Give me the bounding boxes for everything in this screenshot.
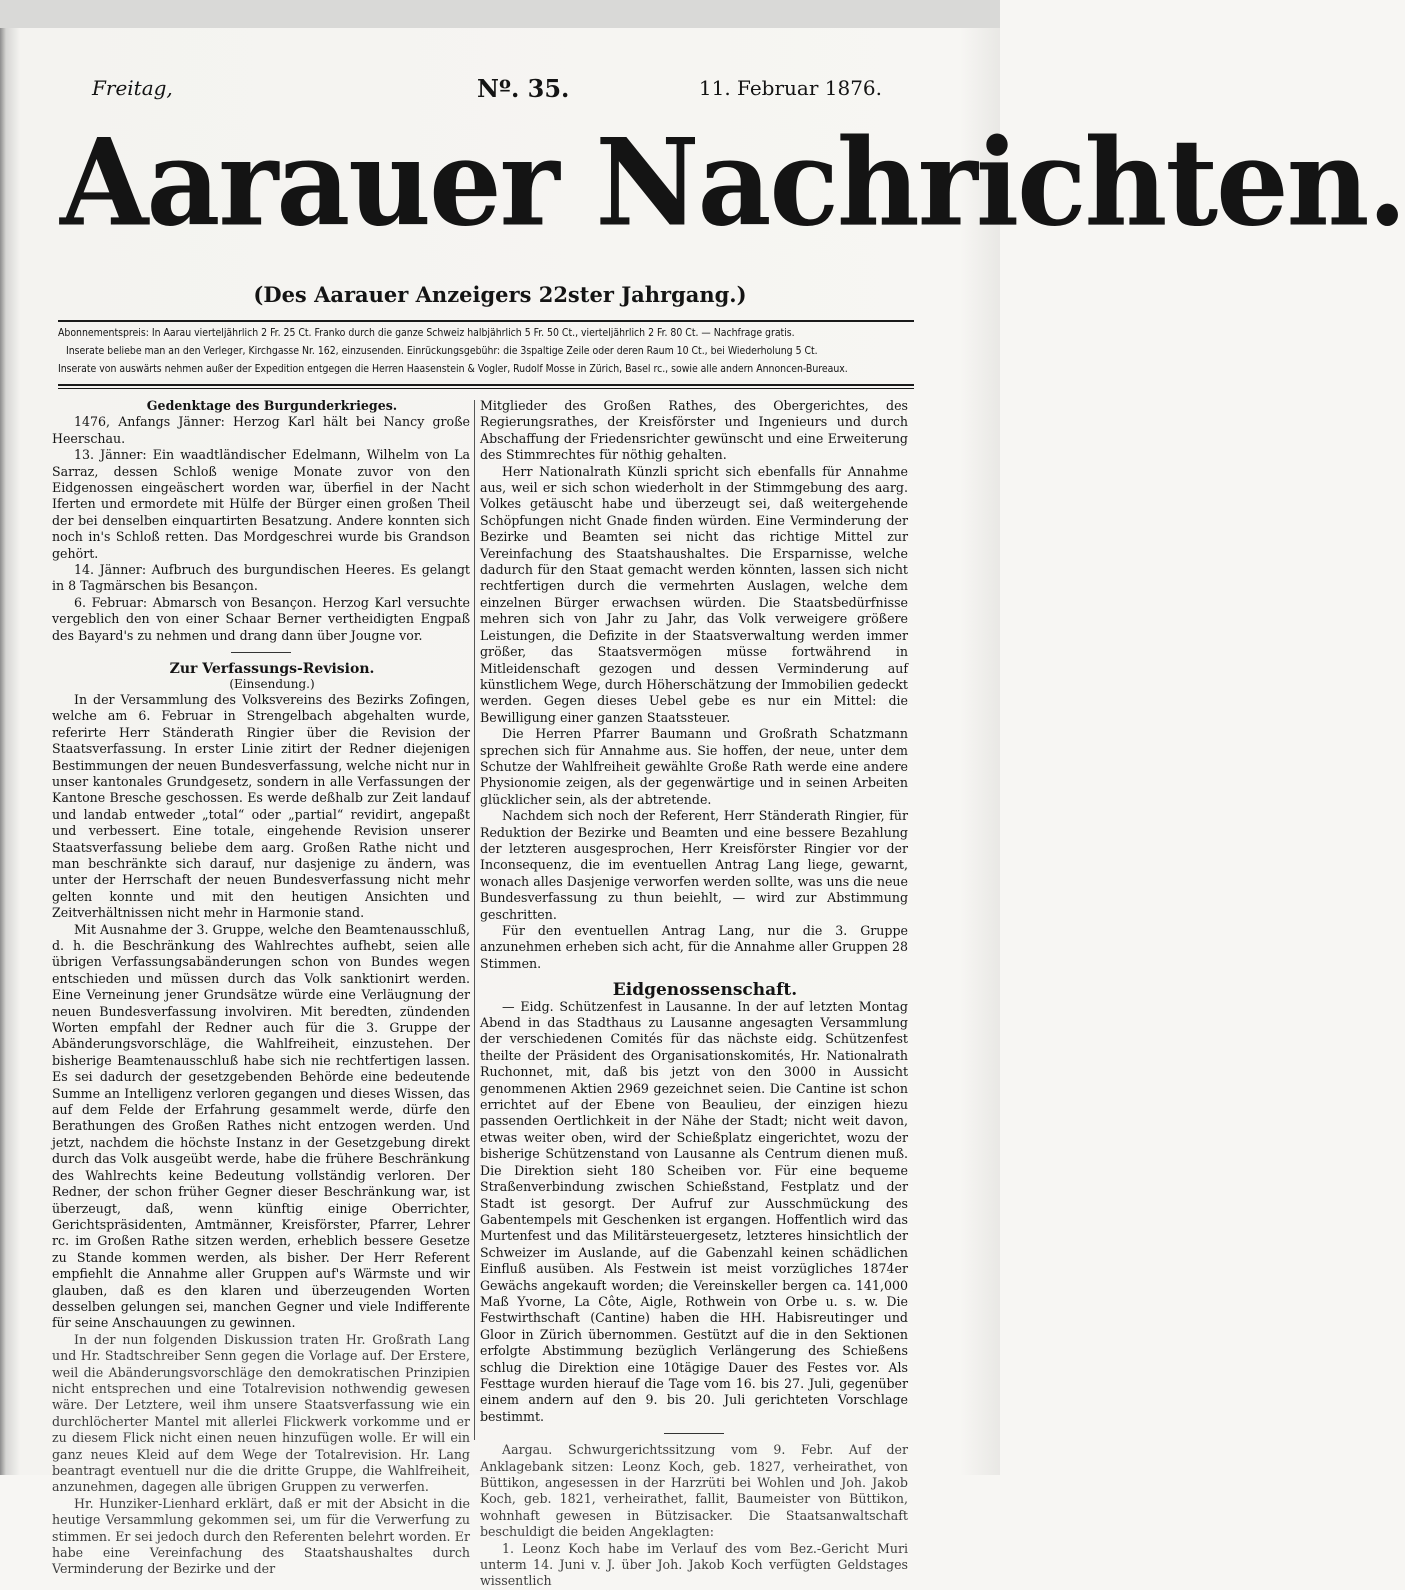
- notice-line: Abonnementspreis: In Aarau vierteljährlich 2 Fr. 25 Ct. Franko durch die ganze Schweiz halbjährlich 5 Fr. 50 Ct., vierteljährlich 2 Fr. 80 Ct. — Nachfrage gratis.: [58, 327, 795, 339]
- notice-line: Inserate beliebe man an den Verleger, Kirchgasse Nr. 162, einzusenden. Einrückungsgebühr: die 3spaltige Zeile oder deren Raum 10 Ct., bei Wiederholung 5 Ct.: [66, 345, 818, 357]
- article-paragraph: Die Herren Pfarrer Baumann und Großrath Schatzmann sprechen sich für Annahme aus. Sie hoffen, der neue, unter dem Schutze der Wahlfreiheit gewählte Große Rath werde eine andere Physionomie zeigen, als der gegenwärtige und in seinen Arbeiten glücklicher sein, als der abtretende.: [480, 726, 908, 807]
- left-column: [52, 398, 470, 1578]
- article-paragraph: Mit Ausnahme der 3. Gruppe, welche den Beamtenausschluß, d. h. die Beschränkung des Wahlrechtes aufhebt, seien alle übrigen Verfassungsabänderungen schon von Bundes wegen entschieden und müssen durch das Volk sanktionirt werden. Eine Verneinung jener Grundsätze würde eine Verläugnung der neuen Bundesverfassung involviren. Mit beredten, zündenden Worten empfahl der Redner auch für die 3. Gruppe der Abänderungsvorschläge, die Wahlfreiheit, einzustehen. Der bisherige Beamtenausschluß habe sich nie rechtfertigen lassen. Es sei dadurch der gesetzgebenden Behörde eine bedeutende Summe an Intelligenz verloren gegangen und dieses Wissen, das auf dem Felde der Erfahrung gesammelt werde, dürfe den Berathungen des Großen Rathes nicht entzogen werden. Und jetzt, nachdem die höchste Instanz in der Gesetzgebung direkt durch das Volk ausgeübt werde, habe die frühere Beschränkung des Wahlrechts keine Bedeutung vollständig verloren. Der Redner, der schon früher Gegner dieser Beschränkung war, ist überzeugt, daß, wenn künftig einige Oberrichter, Gerichtspräsidenten, Amtmänner, Kreisförster, Pfarrer, Lehrer rc. im Großen Rathe sitzen werden, erheblich bessere Gesetze zu Stande kommen werden, als bisher. Der Herr Referent empfiehlt die Annahme aller Gruppen auf's Wärmste und wir glauben, daß es den klaren und überzeugenden Worten desselben gelungen sei, manchen Gegner und viele Indifferente für seine Anschauungen zu gewinnen.: [52, 921, 470, 1331]
- section-separator: [664, 1433, 724, 1434]
- article-paragraph: 14. Jänner: Aufbruch des burgundischen Heeres. Es gelangt in 8 Tagmärschen bis Besançon.: [52, 562, 470, 594]
- issue-date: 11. Februar 1876.: [698, 76, 882, 100]
- section-heading: Zur Verfassungs-Revision.: [169, 661, 375, 678]
- notice-line: Inserate von auswärts nehmen außer der Expedition entgegen die Herren Haasenstein & Vogler, Rudolf Mosse in Zürich, Basel rc., sowie alle andern Annoncen-Bureaux.: [58, 363, 848, 375]
- article-paragraph: In der nun folgenden Diskussion traten Hr. Großrath Lang und Hr. Stadtschreiber Senn gegen die Vorlage auf. Der Erstere, weil die Abänderungsvorschläge den demokratischen Prinzipien nicht entsprechen und eine Totalrevision nothwendig gewesen wäre. Der Letztere, weil ihm unsere Staatsverfassung wie ein durchlöcherter Mantel mit allerlei Flickwerk vorkomme und er zu diesem Flick nicht einen neuen hinzufügen wolle. Er will ein ganz neues Kleid auf dem Wege der Totalrevision. Hr. Lang beantragt eventuell nur die die dritte Gruppe, die Wahlfreiheit, anzunehmen, dagegen alle übrigen Gruppen zu verwerfen.: [52, 1331, 470, 1495]
- article-paragraph: 6. Februar: Abmarsch von Besançon. Herzog Karl versuchte vergeblich den von einer Schaar Berner vertheidigten Engpaß des Bayard's zu nehmen und drang dann über Jougne vor.: [52, 594, 470, 643]
- article-paragraph: — Eidg. Schützenfest in Lausanne. In der auf letzten Montag Abend in das Stadthaus zu Lausanne angesagten Versammlung der verschiedenen Comités für das nächste eidg. Schützenfest theilte der Präsident des Organisationskomités, Hr. Nationalrath Ruchonnet, mit, daß bis jetzt von den 3000 in Aussicht genommenen Aktien 2969 gezeichnet seien. Die Cantine ist schon errichtet auf der Ebene von Beaulieu, der einzigen hiezu passenden Oertlichkeit in der Nähe der Stadt; nicht weit davon, etwas weiter oben, wird der Schießplatz eingerichtet, wozu der bisherige Schützenstand von Lausanne als Centrum dienen muß. Die Direktion sieht 180 Scheiben vor. Für eine bequeme Straßenverbindung zwischen Schießstand, Festplatz und der Stadt ist gesorgt. Der Aufruf zur Ausschmückung des Gabentempels mit Geschenken ist ergangen. Hoffentlich wird das Murtenfest und das Militärsteuergesetz, letzteres hinsichtlich der Schweizer im Auslande, auf die Gabenzahl keinen schädlichen Einfluß ausüben. Als Festwein ist meist vorzügliches 1874er Gewächs angekauft worden; die Vereinskeller bergen ca. 141,000 Maß Yvorne, La Côte, Aigle, Rothwein von Orbe u. s. w. Die Festwirthschaft (Cantine) haben die HH. Habisreutinger und Gloor in Zürich übernommen. Gestützt auf die in den Sektionen erfolgte Abstimmung bezüglich Verlängerung des Schießens schlug die Direktion eine 10tägige Dauer des Festes vor. Als Festtage wurden hierauf die Tage vom 16. bis 27. Juli, gegenüber einem andern auf den 9. bis 20. Juli gerichteten Vorschlage bestimmt.: [480, 998, 908, 1424]
- article-paragraph: In der Versammlung des Volksvereins des Bezirks Zofingen, welche am 6. Februar in Strengelbach abgehalten wurde, referirte Herr Ständerath Ringier über die Revision der Staatsverfassung. In erster Linie zitirt der Redner diejenigen Bestimmungen der neuen Bundesverfassung, welche nicht nur in unser kantonales Grundgesetz, sondern in alle Verfassungen der Kantone Bresche geschossen. Es werde deßhalb zur Zeit landauf und landab entweder „total“ oder „partial“ revidirt, angepaßt und verbessert. Eine totale, eingehende Revision unserer Staatsverfassung beliebe dem aarg. Großen Rathe nicht und man beschränkte sich darauf, nur dasjenige zu ändern, was unter der Herrschaft der neuen Bundesverfassung nicht mehr gelten konnte und mit den heutigen Ansichten und Zeitverhältnissen nicht mehr in Harmonie stand.: [52, 691, 470, 921]
- issue-day: Freitag,: [92, 76, 173, 100]
- right-column: [480, 398, 908, 1590]
- article-paragraph: Nachdem sich noch der Referent, Herr Ständerath Ringier, für Reduktion der Bezirke und Beamten und eine bessere Bezahlung der letzteren ausgesprochen, Herr Kreisförster Ringier vor der Inconsequenz, die im eventuellen Antrag Lang liege, gewarnt, wonach alles Dasjenige verworfen werden sollte, was uns die neue Bundesverfassung zu thun beiehlt, — wird zur Abstimmung geschritten.: [480, 808, 908, 922]
- article-paragraph: Mitglieder des Großen Rathes, des Obergerichtes, des Regierungsrathes, der Kreisförster und Ingenieurs und durch Abschaffung der Friedensrichter gewünscht und eine Erweiterung des Stimmrechtes für nöthig gehalten.: [480, 398, 908, 463]
- masthead-subtitle: (Des Aarauer Anzeigers 22ster Jahrgang.): [253, 282, 747, 307]
- article-paragraph: Herr Nationalrath Künzli spricht sich ebenfalls für Annahme aus, weil er sich schon wiederholt in der Stimmgebung des aarg. Volkes getäuscht habe und überzeugt sei, daß weitergehende Schöpfungen nicht Gnade finden würden. Eine Verminderung der Bezirke und Beamten sei nicht das richtige Mittel zur Vereinfachung des Staatshaushaltes. Die Ersparnisse, welche dadurch für den Staat gemacht werden könnten, lassen sich nicht rechtfertigen durch die vermehrten Auslagen, welche dem einzelnen Bürger erwachsen würden. Die Staatsbedürfnisse mehren sich von Jahr zu Jahr, das Volk verweigere größere Leistungen, die Defizite in der Staatsverwaltung werden immer größer, das Staatsvermögen müsse fortwährend in Mitleidenschaft gezogen und dessen Verminderung auf künstlichem Wege, durch Höherschätzung der Immobilien gedeckt werden. Gegen dieses Uebel gebe es nur ein Mittel: die Bewilligung einer ganzen Staatssteuer.: [480, 463, 908, 725]
- section-subheading: (Einsendung.): [229, 676, 315, 691]
- section-heading: Gedenktage des Burgunderkrieges.: [146, 398, 398, 413]
- article-paragraph: Hr. Hunziker-Lienhard erklärt, daß er mit der Absicht in die heutige Versammlung gekommen sei, um für die Verwerfung zu stimmen. Er sei jedoch durch den Referenten belehrt worden. Er habe eine Vereinfachung des Staatshaushaltes durch Verminderung der Bezirke und der: [52, 1495, 470, 1577]
- article-paragraph: 1. Leonz Koch habe im Verlauf des vom Bez.-Gericht Muri unterm 14. Juni v. J. über Joh. Jakob Koch verfügten Geldstages wissentlich: [480, 1540, 908, 1589]
- header-rule-top: [58, 320, 914, 322]
- header-rule-bottom: [58, 384, 914, 386]
- section-separator: [231, 652, 291, 653]
- issue-number: Nº. 35.: [477, 74, 570, 103]
- column-divider: [474, 400, 475, 1440]
- article-paragraph: 13. Jänner: Ein waadtländischer Edelmann, Wilhelm von La Sarraz, dessen Schloß wenige Monate zuvor von den Eidgenossen eingeäschert worden war, überfiel in der Nacht Iferten und ermordete mit Hülfe der Bürger einen großen Theil der bei denselben einquartirten Besatzung. Andere konnten sich noch in's Schloß retten. Das Mordgeschrei wurde bis Grandson gehört.: [52, 447, 470, 561]
- dateline: [92, 74, 882, 114]
- article-paragraph: 1476, Anfangs Jänner: Herzog Karl hält bei Nancy große Heerschau.: [52, 414, 470, 446]
- article-paragraph: Aargau. Schwurgerichtssitzung vom 9. Febr. Auf der Anklagebank sitzen: Leonz Koch, geb. 1827, verheirathet, von Büttikon, angesessen in der Harzrüti bei Wohlen und Joh. Jakob Koch, geb. 1821, verheirathet, fallit, Baumeister von Büttikon, wohnhaft gewesen in Bützisacker. Die Staatsanwaltschaft beschuldigt die beiden Angeklagten:: [480, 1442, 908, 1540]
- article-paragraph: Für den eventuellen Antrag Lang, nur die 3. Gruppe anzunehmen erheben sich acht, für die Annahme aller Gruppen 28 Stimmen.: [480, 923, 908, 971]
- header-rule-bottom-thin: [58, 388, 914, 389]
- subscription-notices: [58, 324, 914, 378]
- section-heading: Eidgenossenschaft.: [612, 980, 798, 1001]
- masthead-title: Aarauer Nachrichten.: [60, 112, 1405, 254]
